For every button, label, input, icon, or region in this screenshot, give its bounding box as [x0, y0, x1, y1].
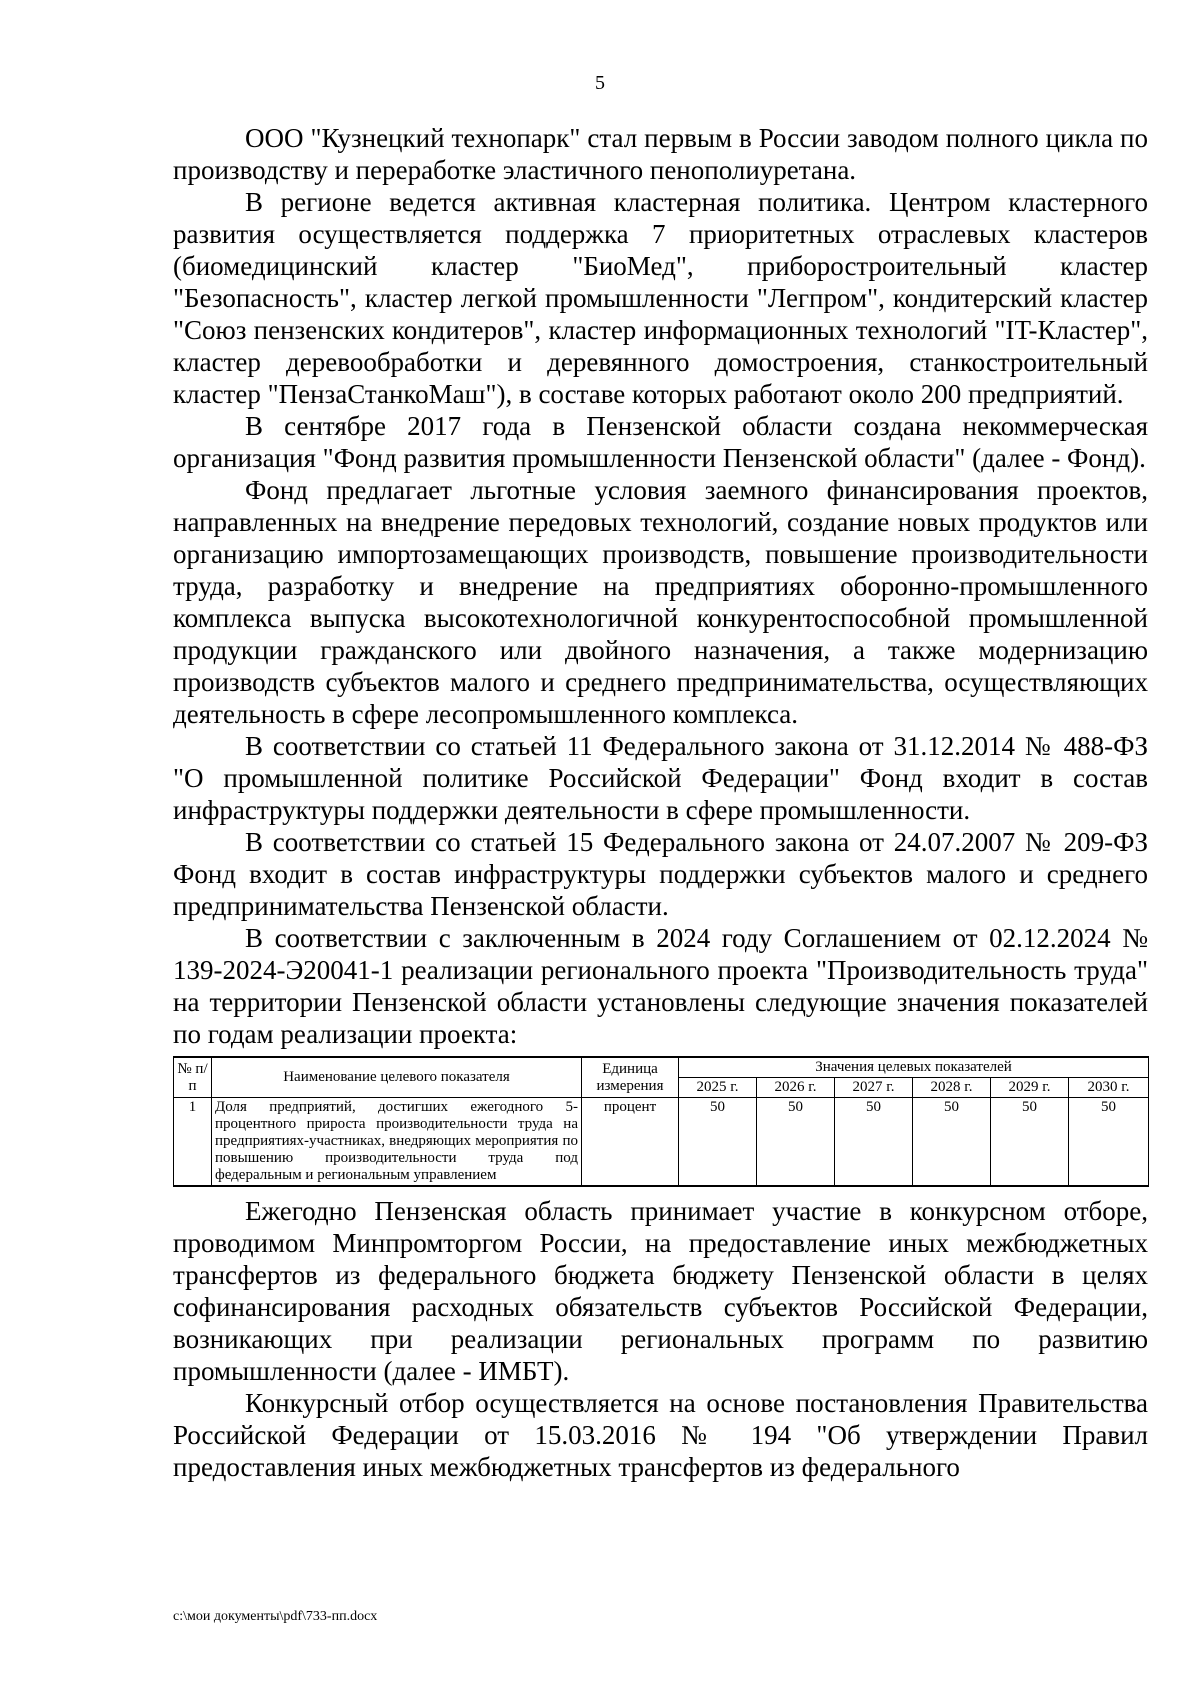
cell-name: Доля предприятий, достигших ежегодного 5-процентного прироста производительности труда на предприятиях-участниках, внедряющих мероприятия по повышению производительности труда под федеральным и региональным управлением — [212, 1098, 582, 1187]
paragraph-agreement: В соответствии с заключенным в 2024 году Соглашением от 02.12.2024 № 139-2024-Э20041-1 реализации регионального проекта "Производительность труда" на территории Пензенской области установлены следующие значения показателей по годам реализации проекта: — [173, 923, 1148, 1049]
cell-num: 1 — [174, 1098, 212, 1187]
header-year: 2028 г. — [913, 1078, 991, 1098]
paragraph-fund-created: В сентябре 2017 года в Пензенской области создана некоммерческая организация "Фонд развития промышленности Пензенской области" (далее - Фонд). — [173, 411, 1148, 473]
paragraph-law-488: В соответствии со статьей 11 Федерального закона от 31.12.2014 № 488-ФЗ "О промышленной политике Российской Федерации" Фонд входит в состав инфраструктуры поддержки деятельности в сфере промышленности. — [173, 731, 1148, 825]
indicators-table — [173, 1056, 1149, 1187]
cell-value: 50 — [1069, 1098, 1149, 1187]
header-year: 2025 г. — [679, 1078, 757, 1098]
header-num: № п/п — [174, 1057, 212, 1098]
paragraph-imbt: Ежегодно Пензенская область принимает участие в конкурсном отборе, проводимом Минпромторгом России, на предоставление иных межбюджетных трансфертов из федерального бюджета бюджету Пензенской области в целях софинансирования расходных обязательств субъектов Российской Федерации, возникающих при реализации региональных программ по развитию промышленности (далее - ИМБТ). — [173, 1196, 1148, 1386]
table-row — [174, 1098, 1149, 1187]
header-values: Значения целевых показателей — [679, 1057, 1149, 1078]
paragraph-fund-offers: Фонд предлагает льготные условия заемного финансирования проектов, направленных на внедрение передовых технологий, создание новых продуктов или организацию импортозамещающих производств, повышение производительности труда, разработку и внедрение на предприятиях оборонно-промышленного комплекса выпуска высокотехнологичной конкурентоспособной промышленной продукции гражданского или двойного назначения, а также модернизацию производств субъектов малого и среднего предпринимательства, осуществляющих деятельность в сфере лесопромышленного комплекса. — [173, 475, 1148, 729]
cell-value: 50 — [835, 1098, 913, 1187]
paragraph-technopark: ООО "Кузнецкий технопарк" стал первым в России заводом полного цикла по производству и переработке эластичного пенополиуретана. — [173, 123, 1148, 185]
table-header-row — [174, 1057, 1149, 1078]
header-unit: Единица измерения — [582, 1057, 679, 1098]
cell-value: 50 — [679, 1098, 757, 1187]
cell-value: 50 — [991, 1098, 1069, 1187]
cell-value: 50 — [757, 1098, 835, 1187]
cell-unit: процент — [582, 1098, 679, 1187]
header-year: 2030 г. — [1069, 1078, 1149, 1098]
document-body — [173, 122, 1148, 1483]
paragraph-competition: Конкурсный отбор осуществляется на основе постановления Правительства Российской Федерации от 15.03.2016 № 194 "Об утверждении Правил предоставления иных межбюджетных трансфертов из федерального — [173, 1388, 1148, 1482]
paragraph-cluster-policy: В регионе ведется активная кластерная политика. Центром кластерного развития осуществляется поддержка 7 приоритетных отраслевых кластеров (биомедицинский кластер "БиоМед", приборостроительный кластер "Безопасность", кластер легкой промышленности "Легпром", кондитерский кластер "Союз пензенских кондитеров", кластер информационных технологий "IT-Кластер", кластер деревообработки и деревянного домостроения, станкостроительный кластер "ПензаСтанкоМаш"), в составе которых работают около 200 предприятий. — [173, 187, 1148, 409]
paragraph-law-209: В соответствии со статьей 15 Федерального закона от 24.07.2007 № 209-ФЗ Фонд входит в состав инфраструктуры поддержки субъектов малого и среднего предпринимательства Пензенской области. — [173, 827, 1148, 921]
page-number: 5 — [595, 72, 605, 94]
header-year: 2027 г. — [835, 1078, 913, 1098]
header-year: 2029 г. — [991, 1078, 1069, 1098]
footer-file-path: c:\мои документы\pdf\733-пп.docx — [173, 1609, 378, 1624]
cell-value: 50 — [913, 1098, 991, 1187]
header-name: Наименование целевого показателя — [212, 1057, 582, 1098]
header-year: 2026 г. — [757, 1078, 835, 1098]
